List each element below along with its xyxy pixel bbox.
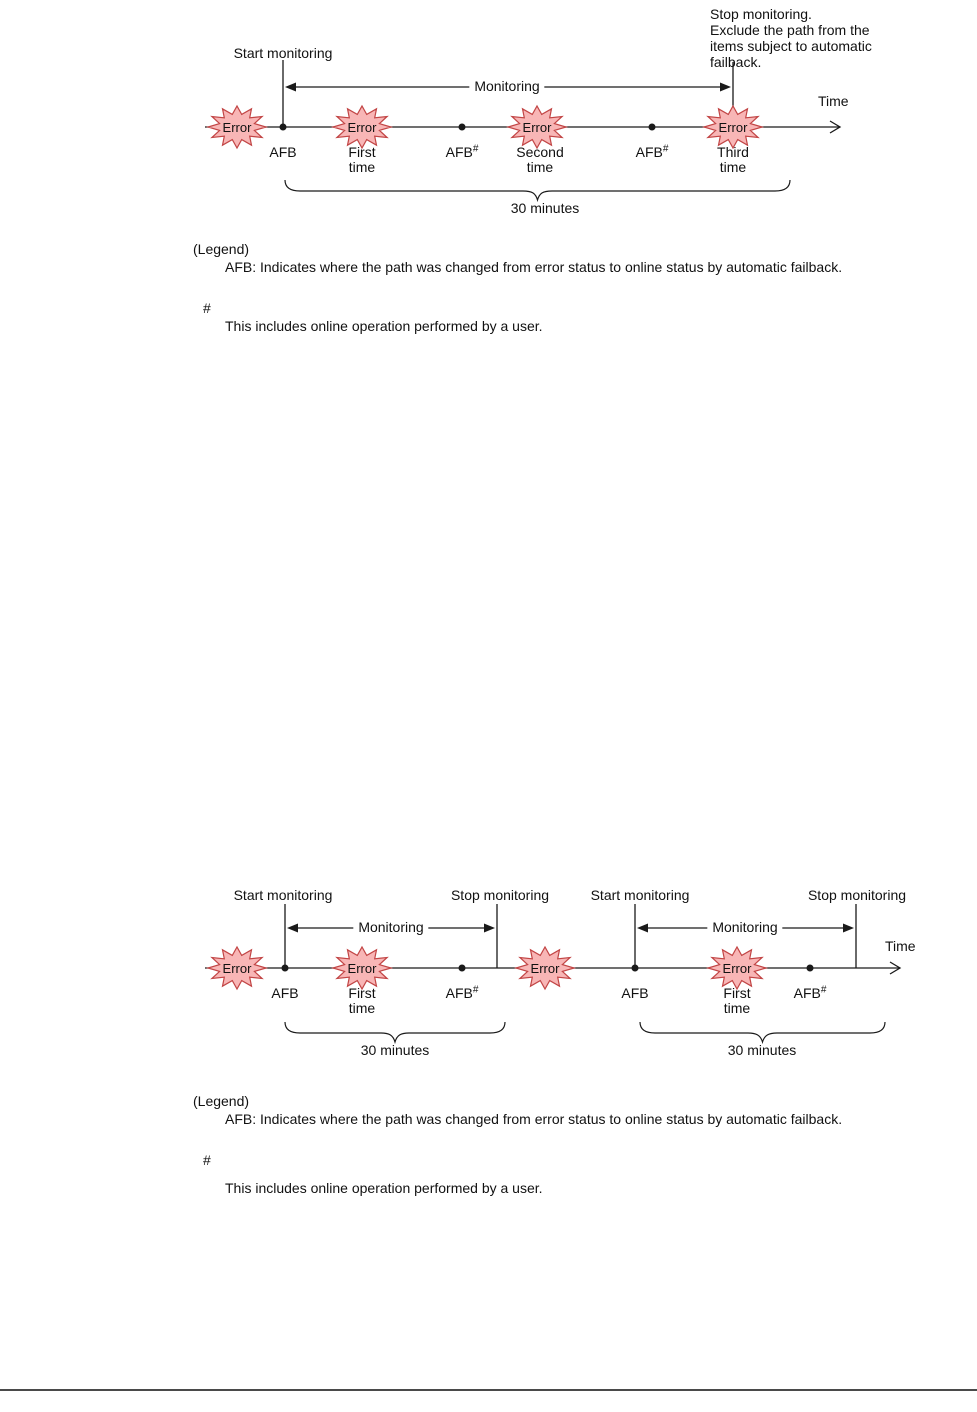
time-axis-label: Time: [818, 93, 849, 109]
hash-superscript: #: [472, 143, 479, 155]
error-burst-label: Error: [347, 961, 377, 976]
diagram-2-canvas: [0, 880, 977, 1215]
legend-hash-symbol: #: [203, 300, 211, 316]
afb-hash-marker-label: [794, 986, 827, 1001]
failure-count-word: time: [348, 159, 376, 175]
error-burst-label: Error: [222, 120, 252, 135]
duration-label: 30 minutes: [510, 200, 580, 216]
start-monitoring-label: Start monitoring: [233, 45, 333, 61]
failure-count-word: time: [348, 1000, 376, 1016]
afb-hash-marker-label: [446, 145, 479, 160]
legend-hash-symbol: #: [203, 1152, 211, 1168]
afb-text: AFB: [635, 144, 663, 160]
stop-monitoring-label: Stop monitoring: [807, 887, 907, 903]
afb-hash-marker-label: [636, 145, 669, 160]
afb-dot: [459, 965, 466, 972]
stop-monitoring-line-4: failback.: [710, 54, 762, 70]
hash-superscript: #: [662, 143, 669, 155]
monitoring-arrow-label: Monitoring: [353, 920, 428, 935]
arrowhead-right-icon: [843, 924, 854, 933]
failure-count-word: Second: [516, 144, 564, 160]
legend-title: (Legend): [193, 1093, 250, 1109]
failure-count-label: [516, 145, 563, 175]
monitoring-arrow-label: Monitoring: [469, 79, 544, 94]
failure-count-word: time: [526, 159, 554, 175]
start-monitoring-label: Start monitoring: [233, 887, 333, 903]
error-burst-label: Error: [347, 120, 377, 135]
stop-monitoring-label: [710, 6, 872, 70]
arrowhead-right-icon: [720, 83, 731, 92]
failback-timeline-diagram-2: [0, 880, 977, 1215]
failure-count-word: First: [723, 985, 751, 1001]
error-burst-label: Error: [522, 120, 552, 135]
afb-text: AFB: [445, 144, 473, 160]
stop-monitoring-line-3: items subject to automatic: [710, 38, 872, 54]
arrowhead-left-icon: [637, 924, 648, 933]
duration-brace: [285, 1022, 505, 1042]
failure-count-word: time: [723, 1000, 751, 1016]
afb-dot: [280, 124, 287, 131]
error-burst-label: Error: [718, 120, 748, 135]
arrowhead-left-icon: [287, 924, 298, 933]
duration-brace: [640, 1022, 885, 1042]
afb-dot: [459, 124, 466, 131]
legend-hash-description: This includes online operation performed by a user.: [225, 318, 543, 334]
failure-count-label: [723, 986, 750, 1016]
hash-superscript: #: [820, 984, 827, 996]
start-monitoring-label: Start monitoring: [590, 887, 690, 903]
failure-count-word: time: [719, 159, 747, 175]
legend-title: (Legend): [193, 241, 250, 257]
legend-hash-description: This includes online operation performed by a user.: [225, 1180, 543, 1196]
failure-count-word: First: [348, 985, 376, 1001]
afb-dot: [649, 124, 656, 131]
duration-brace: [285, 180, 790, 200]
error-burst-label: Error: [222, 961, 252, 976]
hash-superscript: #: [472, 984, 479, 996]
afb-dot: [807, 965, 814, 972]
stop-monitoring-line-1: Stop monitoring.: [710, 6, 812, 22]
afb-text: AFB: [445, 985, 473, 1001]
failure-count-word: First: [348, 144, 376, 160]
failure-count-label: [717, 145, 749, 175]
duration-label: 30 minutes: [727, 1042, 797, 1058]
footer-rule: [0, 1389, 977, 1391]
afb-dot: [282, 965, 289, 972]
time-axis-label: Time: [885, 938, 916, 954]
monitoring-arrow-label: Monitoring: [707, 920, 782, 935]
legend-afb-description: AFB: Indicates where the path was changed from error status to online status by automatic failback.: [225, 259, 843, 275]
afb-marker-label: AFB: [269, 144, 297, 160]
failure-count-word: Third: [717, 144, 749, 160]
stop-monitoring-line-2: Exclude the path from the: [710, 22, 870, 38]
duration-label: 30 minutes: [360, 1042, 430, 1058]
arrowhead-right-icon: [484, 924, 495, 933]
afb-dot: [632, 965, 639, 972]
afb-text: AFB: [793, 985, 821, 1001]
afb-marker-label: AFB: [621, 985, 649, 1001]
legend-afb-description: AFB: Indicates where the path was changed from error status to online status by automatic failback.: [225, 1111, 843, 1127]
failure-count-label: [348, 145, 375, 175]
failback-timeline-diagram-1: [0, 0, 977, 345]
failure-count-label: [348, 986, 375, 1016]
arrowhead-left-icon: [285, 83, 296, 92]
afb-hash-marker-label: [446, 986, 479, 1001]
stop-monitoring-label: Stop monitoring: [450, 887, 550, 903]
error-burst-label: Error: [722, 961, 752, 976]
error-burst-label: Error: [530, 961, 560, 976]
afb-marker-label: AFB: [271, 985, 299, 1001]
